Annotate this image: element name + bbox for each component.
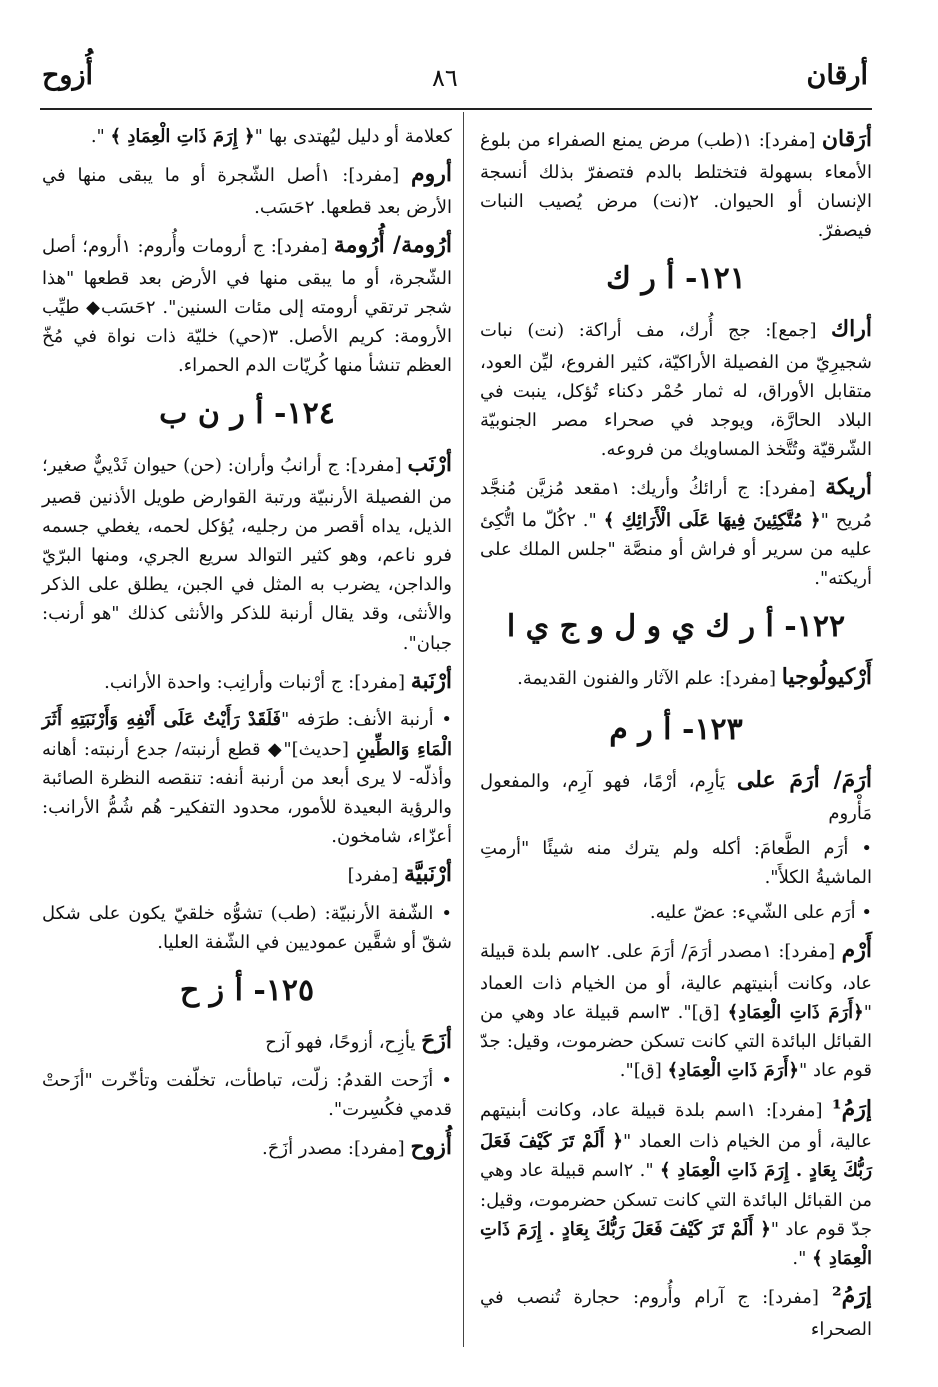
entry-arqan xyxy=(480,122,872,245)
entry-definition: • أزَحت القدمُ: زلّت، تباطأت، تخلّفت وتأخّرت "أزَحتْ قدمي فكُسِرت". xyxy=(42,1069,452,1120)
entry-definition: يَأرِم، أرْمًا، فهو آرِم، والمفعول مَأْروم xyxy=(480,771,872,824)
root-heading-124: ١٢٤- أ ر ن ب xyxy=(159,396,335,432)
entry-headword: أراك xyxy=(831,316,872,343)
entry-definition: [مفرد]: علم الآثار والفنون القديمة. xyxy=(517,668,782,690)
entry-definition: ". xyxy=(90,126,111,147)
entry-headword: أريكة xyxy=(825,474,872,501)
entry-uzuh xyxy=(42,1130,452,1166)
root-heading-121: ١٢١- أ ر ك xyxy=(606,261,746,297)
entry-headword: أرْنَب xyxy=(407,451,452,478)
root-heading-125: ١٢٥- أ ز ح xyxy=(179,973,315,1009)
entry-definition: [مفرد]: ١أصل الشّجرة أو ما يبقى منها في الأرض بعد قطعها. ٢حَسَب. xyxy=(42,165,452,218)
entry-definition: ". ٢كُلّ ما اتُّكِئ عليه من سرير أو فراش أو منصَّة "جلس الملك على أريكته". xyxy=(480,509,872,590)
entry-aruma xyxy=(42,228,452,380)
hadith-quote: فَلَقَدْ رَأَيْتُ عَلَى أَنْفِهِ وَأَرْنَبَتِهِ أَثَرَ الْمَاءِ وَالطِّينِ xyxy=(42,709,452,760)
entry-definition: • أرنبة الأنف: طرَفه " xyxy=(281,709,452,731)
entry-definition: [حديث]"◆ قطع أرنبته/ جدع أرنبته: أهانه وأذلّه- لا يرى أبعد من أرنبة أنفه: تنقصه النظرة الصائبة والرؤية البعيدة للأمور، محدود التفكير- هُم شُمُّ الأرانب: أعزّاء، شامخون. xyxy=(42,738,452,847)
entry-arum xyxy=(42,157,452,222)
root-heading-123: ١٢٣- أ ر م xyxy=(609,712,743,748)
entry-archaeology xyxy=(480,660,872,696)
entry-definition: [مفرد]: ١اسم بلدة قبيلة عاد، وكانت أبنيتهم عالية، أو من الخيام ذات العماد " xyxy=(480,1099,872,1153)
entry-definition: • أرَم على الشّيء: عضّ عليه. xyxy=(649,902,872,924)
entry-azaha xyxy=(42,1024,452,1060)
entry-sense xyxy=(42,899,452,957)
entry-definition: [مفرد]: ج أرْنبات وأرانِب: واحدة الأرانب. xyxy=(104,671,411,693)
entry-arnab xyxy=(42,447,452,658)
entry-iram-1 xyxy=(480,1092,872,1273)
entry-headword: أرْنَبة xyxy=(410,667,452,694)
entry-definition: [جمع]: جج أُرك، مف أراكة: (نت) نبات شجيرِيّ من الفصيلة الأراكيّة، كثير الفروع، ليِّن العود، متقابل الأوراق، له ثمار حُمْر دكناء تُؤكل، ينبت في البلاد الحارَّة، ويوجد في صحراء مصر الجنوبيّة الشّرقيّة وتُتَّخذ المساويك من فروعه. xyxy=(480,320,872,461)
entry-arm xyxy=(480,933,872,1085)
entry-headword: إرَمُ¹ xyxy=(832,1095,872,1122)
entry-definition: [مفرد]: ج آرام وأُروم: حجارة تُنصب في الصحراء xyxy=(480,1286,872,1340)
entry-headword: إرَمُ² xyxy=(832,1282,872,1309)
entry-definition: ". ٢اسم قبيلة عاد وهي من القبائل البائدة التي كانت تسكن حضرموت، وقيل: جدّ قوم عاد " xyxy=(480,1160,872,1240)
entry-headword: أرُومة/ أُرُومة xyxy=(333,231,453,258)
entry-headword: أَرْكيولُوجيا xyxy=(781,664,872,691)
entry-definition: [مفرد] xyxy=(347,865,405,887)
entry-definition: [مفرد]: ١(طب) مرض يمنع الصفراء من بلوغ الأمعاء بسهولة فتختلط بالدم فتصفرّ بذلك أنسجة الإنسان أو الحيوان. ٢(نت) مرض يُصيب النبات فيصفرّ. xyxy=(480,130,873,241)
entry-definition: [ق]". ٣اسم قبيلة عاد وهي من القبائل البائدة التي كانت تسكن حضرموت، وقيل: جدّ قوم عاد " xyxy=(480,1002,872,1082)
left-column xyxy=(42,122,452,1172)
entry-definition: • أرَم الطَّعامَ: أكله ولم يترك منه شيئًا "أرمتِ الماشيةُ الكلأَ". xyxy=(480,837,872,888)
entry-arama-verb xyxy=(480,763,872,828)
header-rule xyxy=(40,108,872,110)
right-column xyxy=(480,122,872,1350)
entry-headword: أَرْم xyxy=(841,937,873,964)
entry-definition: [مفرد]: ج أرانبُ وأران: (حن) حيوان ثَدْييٌّ صغير؛ من الفصيلة الأرنبيّة ورتبة القوارض طويل الأذنين قصير الذيل، يداه أقصر من رجليه، يُؤكل لحمه، يغطي جسمه فرو ناعم، وهو كثير التوالد سريع الجري، ومنها البرّيّ والداجن، يضرب به المثل في الجبن، يطلق على الذكر والأنثى، وقد يقال أرنبة للذكر والأنثى كذلك "هو أرنب: جبان". xyxy=(42,455,452,654)
entry-continuation xyxy=(42,122,452,151)
entry-headword: أرْنَبيَّة xyxy=(404,861,452,888)
entry-arnabiyya xyxy=(42,857,452,893)
running-header-left: أُزوح xyxy=(42,60,94,91)
entry-iram-2 xyxy=(480,1279,872,1344)
entry-sense xyxy=(480,898,872,927)
entry-arika xyxy=(480,470,872,593)
entry-sense xyxy=(42,705,452,851)
entry-arak xyxy=(480,312,872,464)
quran-quote: ﴿ أَلَمْ تَرَ كَيْفَ فَعَلَ رَبُّكَ بِعَادٍ . إِرَمَ ذَاتِ الْعِمَادِ ﴾ xyxy=(480,1218,872,1269)
quran-quote: ﴿ مُتَّكِئِينَ فِيهَا عَلَى الْأَرَائِكِ ﴾ xyxy=(603,509,821,531)
quran-quote: ﴿أَرَمَ ذَاتِ الْعِمَادِ﴾ xyxy=(727,1002,864,1024)
running-header-right: أرقان xyxy=(806,60,868,91)
entry-headword: أُزوح xyxy=(410,1134,452,1161)
entry-definition: يأزِح، أزوحًا، فهو آزح xyxy=(265,1032,422,1054)
entry-definition: • الشّفة الأرنبيّة: (طب) تشوُّه خلقيّ يكون على شكل شقّ أو شقَّين عموديين في الشّفة العليا. xyxy=(42,902,452,953)
entry-definition: [ق]". xyxy=(619,1060,668,1082)
entry-headword: أروم xyxy=(411,161,452,188)
entry-definition: كعلامة أو دليل ليُهتدى بها " xyxy=(254,126,452,147)
entry-sense xyxy=(42,1066,452,1124)
entry-headword: أزَحَ xyxy=(421,1028,452,1055)
quran-quote: ﴿ إِرَمَ ذَاتِ الْعِمَادِ ﴾ xyxy=(110,126,255,147)
entry-definition: [مفرد]: مصدر أزَحَ. xyxy=(262,1138,411,1160)
entry-sense xyxy=(480,834,872,892)
column-divider xyxy=(463,112,464,1347)
root-heading-122: ١٢٢- أ ر ك ي و ل و ج ي ا xyxy=(506,609,846,645)
entry-headword: أرَقان xyxy=(821,126,872,152)
entry-definition: [مفرد]: ج أرومات وأُروم: ١أروم؛ أصل الشّجرة، أو ما يبقى منها في الأرض بعد قطعها "هذا شجر ترتقي أرومته إلى مئات السنين". ٢حَسَب◆ طيِّب الأرومة: كريم الأصل. ٣(حي) خليّة ذات نواة في مُخّ العظم تنشأ منها كُريّات الدم الحمراء. xyxy=(42,235,453,377)
quran-quote: ﴿ أَلَمْ تَرَ كَيْفَ فَعَلَ رَبُّكَ بِعَادٍ . إِرَمَ ذَاتِ الْعِمَادِ ﴾ xyxy=(480,1131,873,1182)
page-number: ٨٦ xyxy=(432,64,458,92)
entry-headword: أرَمَ/ أرَمَ على xyxy=(736,767,872,794)
entry-definition: ". xyxy=(792,1247,813,1269)
quran-quote: ﴿أَرَمَ ذَاتِ الْعِمَادِ﴾ xyxy=(667,1060,799,1082)
entry-definition: [مفرد]: ١مصدر أرَمَ/ أرَمَ على. ٢اسم بلدة قبيلة عاد، وكانت أبنيتهم عالية، أو من الخيام ذات العماد " xyxy=(480,941,872,1024)
entry-arnaba xyxy=(42,664,452,700)
entry-definition: [مفرد]: ج أرائكُ وأريك: ١مقعد مُزيَّن مُنجَّد مُريح " xyxy=(480,478,873,531)
